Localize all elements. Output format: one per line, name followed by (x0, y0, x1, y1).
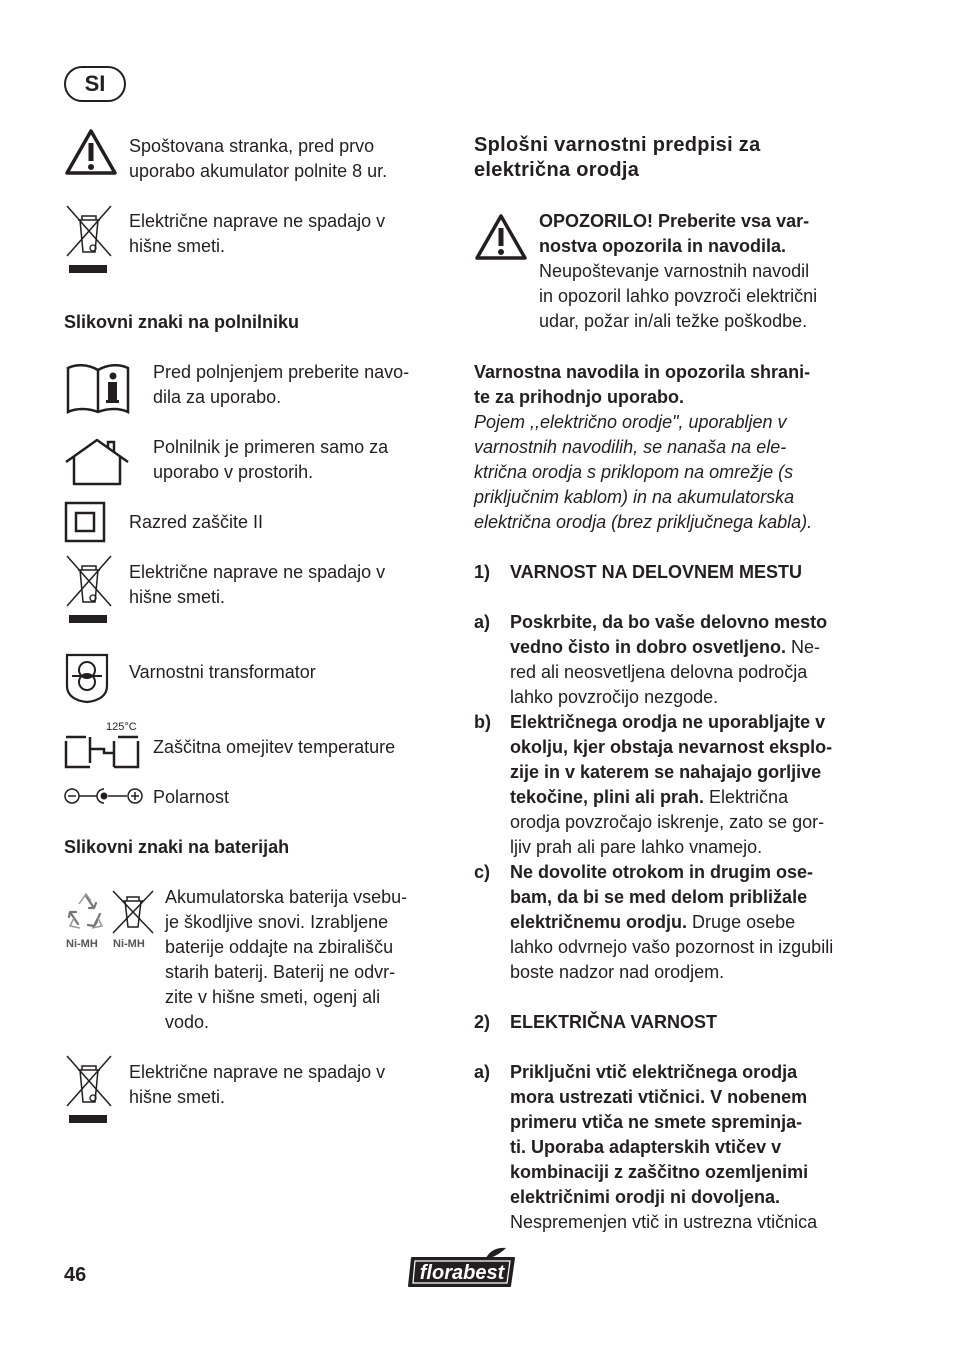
section-number: 2) (474, 1012, 491, 1032)
warning-block: OPOZORILO! Preberite vsa var- nostva opozorila in navodila. Neupoštevanje varnostnih navodil in opozoril lahko povzroči električni udar, požar in/ali težke poškodbe. (539, 211, 818, 331)
symbol-temp-limiter: Zaščitna omejitev temperature (153, 737, 396, 757)
temperature-label: 125°C (106, 721, 137, 733)
item-label: a) (474, 612, 491, 632)
crossed-bin-icon (110, 889, 156, 935)
protection-class-ii-icon (64, 501, 106, 543)
nimh-label: Ni-MH (66, 938, 98, 950)
weee-bin-icon (64, 1054, 114, 1126)
indoor-house-icon (64, 438, 130, 486)
item-label: c) (474, 862, 491, 882)
weee-bin-icon (64, 204, 114, 276)
language-badge: SI (64, 66, 126, 102)
safety-transformer-icon (64, 652, 110, 704)
recycle-icon (64, 890, 108, 934)
symbol-weee: Električne naprave ne spadajo v hišne smeti. (129, 562, 386, 607)
polarity-icon (64, 787, 144, 805)
section-heading: Splošni varnostni predpisi za električna orodja (474, 134, 761, 181)
nimh-label: Ni-MH (113, 938, 145, 950)
keep-instructions: Varnostna navodila in opozorila shrani- te za prihodnjo uporabo. Pojem ,,električno orodje", uporabljen v varnostnih navodilih, se nanaša na ele- ktrična orodja s priklopom na omrežje (s priključnim kablom) in na akumulatorska električna orodja (brez priključnega kabla). (474, 362, 813, 532)
item-2a: Priključni vtič električnega orodja mora ustrezati vtičnici. V nobenem primeru vtiča ne smete spreminja- ti. Uporaba adapterskih vtičev v kombinaciji z zaščitno ozemljenimi električnimi orodji ni dovoljena. Nespremenjen vtič in ustrezna vtičnica (510, 1062, 818, 1232)
notice-weee: Električne naprave ne spadajo v hišne smeti. (129, 211, 386, 256)
item-1a: Poskrbite, da bo vaše delovno mesto vedno čisto in dobro osvetljeno. Ne- red ali neosvetljena delovna področja lahko povzročijo nezgode. (510, 612, 828, 707)
weee-bin-icon (64, 554, 114, 626)
section-title-electrical: ELEKTRIČNA VARNOST (510, 1012, 717, 1032)
heading-charger-symbols: Slikovni znaki na polnilniku (64, 312, 300, 332)
symbol-read-manual: Pred polnjenjem preberite navo- dila za uporabo. (153, 362, 410, 407)
warning-triangle-icon (64, 128, 118, 176)
brand-name: florabest (419, 1262, 505, 1284)
item-label: b) (474, 712, 491, 732)
symbol-polarity: Polarnost (153, 787, 230, 807)
battery-weee-text: Električne naprave ne spadajo v hišne smeti. (129, 1062, 386, 1107)
notice-charge-first: Spoštovana stranka, pred prvo uporabo akumulator polnite 8 ur. (129, 136, 388, 181)
section-number: 1) (474, 562, 491, 582)
item-label: a) (474, 1062, 491, 1082)
symbol-transformer: Varnostni transformator (129, 662, 316, 682)
heading-battery-symbols: Slikovni znaki na baterijah (64, 837, 290, 857)
page-number: 46 (64, 1264, 87, 1286)
thermal-cutout-icon (64, 733, 140, 771)
item-1c: Ne dovolite otrokom in drugim ose- bam, da bi se med delom približale električnemu orodju. Druge osebe lahko odvrnejo vašo pozornost in izgubili boste nadzor nad orodjem. (510, 862, 834, 982)
symbol-indoor: Polnilnik je primeren samo za uporabo v prostorih. (153, 437, 389, 482)
section-title-workplace: VARNOST NA DELOVNEM MESTU (510, 562, 803, 582)
battery-disposal-text: Akumulatorska baterija vsebu- je škodljive snovi. Izrabljene baterije oddajte na zbirališču starih baterij. Baterij ne odvr- zite v hišne smeti, ogenj ali vodo. (165, 887, 408, 1032)
item-1b: Električnega orodja ne uporabljajte v okolju, kjer obstaja nevarnost eksplo- zije in v katerem se nahajajo gorljive tekočine, plini ali prah. Električna orodja povzročajo iskrenje, zato se gor- ljiv prah ali pare lahko vnamejo. (510, 712, 833, 857)
warning-triangle-icon (474, 213, 528, 261)
florabest-logo (406, 1246, 520, 1295)
read-manual-icon (64, 362, 132, 414)
symbol-class-ii: Razred zaščite II (129, 512, 264, 532)
